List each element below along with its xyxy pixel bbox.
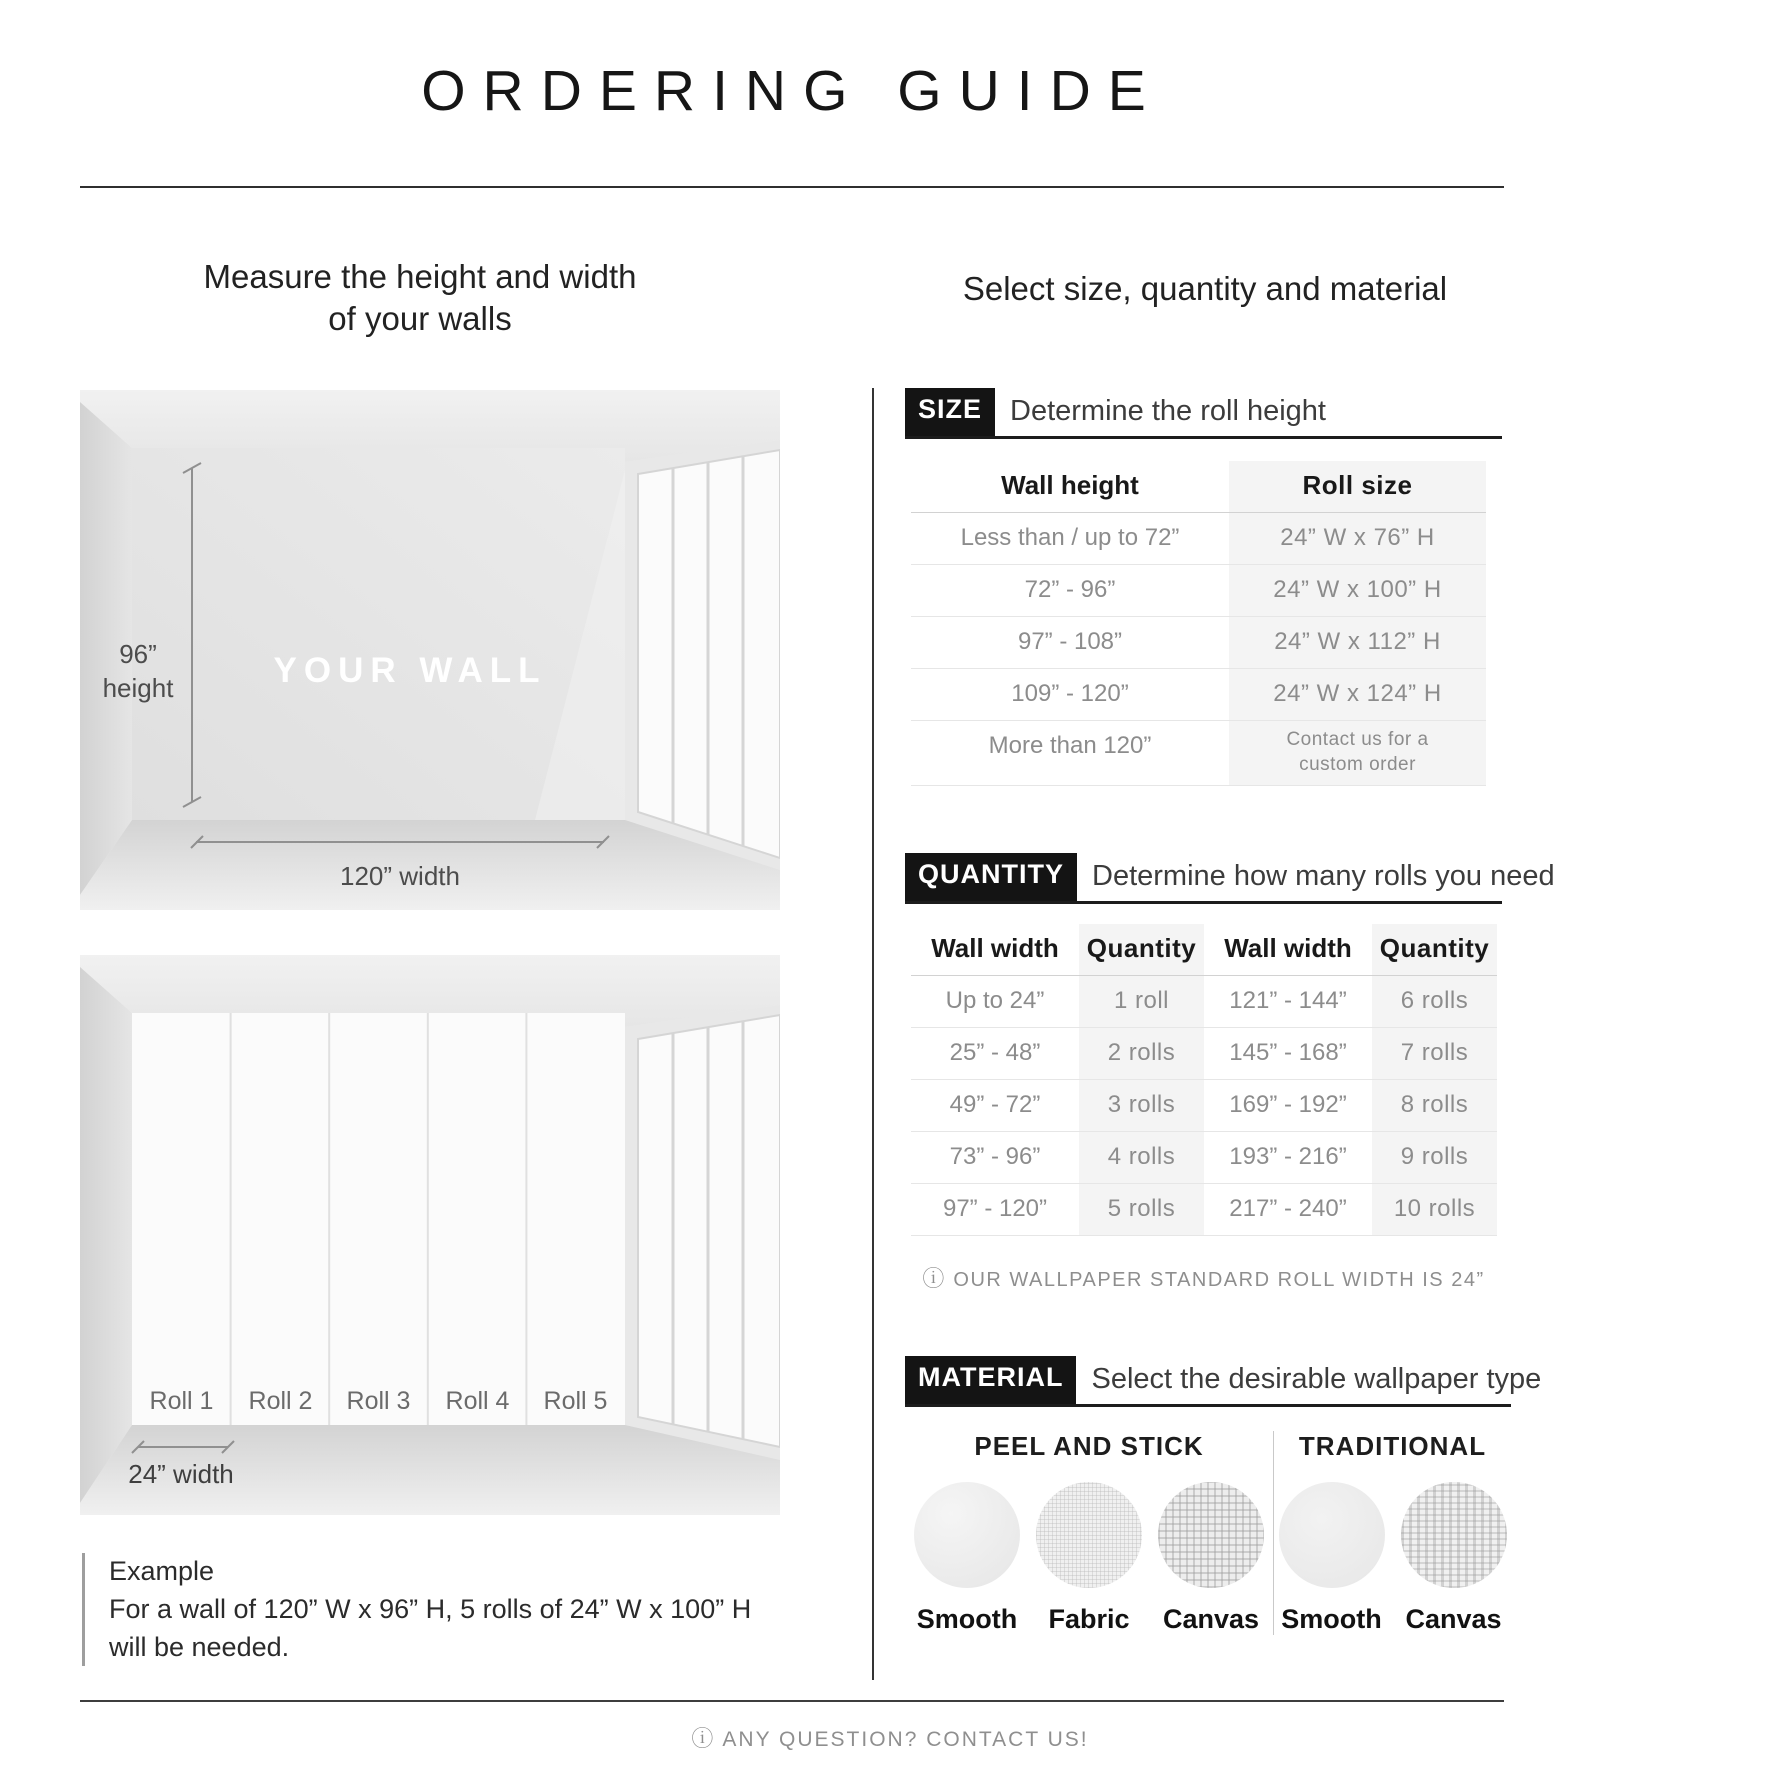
measure-heading-line2: of your walls bbox=[328, 300, 512, 338]
qty-wall-cell: 217” - 240” bbox=[1204, 1183, 1372, 1236]
swatch-canvas-traditional bbox=[1400, 1482, 1508, 1635]
size-roll-cell: 24” W x 76” H bbox=[1229, 513, 1486, 564]
material-section bbox=[905, 1356, 1542, 1635]
wall-height-dimension-label bbox=[86, 638, 190, 706]
swatch-canvas bbox=[1157, 1482, 1265, 1635]
qty-header-quantity-b: Quantity bbox=[1372, 924, 1497, 976]
qty-cell: 6 rolls bbox=[1372, 976, 1497, 1027]
measure-heading bbox=[80, 256, 760, 340]
size-roll-cell-custom-order: Contact us for a custom order bbox=[1229, 720, 1486, 786]
canvas-texture-icon bbox=[1401, 1482, 1507, 1588]
swatch-label: Canvas bbox=[1405, 1604, 1502, 1634]
peel-and-stick-group bbox=[905, 1431, 1273, 1635]
column-divider bbox=[872, 388, 874, 1680]
quantity-badge: QUANTITY bbox=[905, 853, 1077, 901]
roll-width-note-text: OUR WALLPAPER STANDARD ROLL WIDTH IS 24” bbox=[953, 1269, 1485, 1291]
traditional-swatches bbox=[1274, 1482, 1511, 1635]
smooth-texture-icon bbox=[914, 1482, 1020, 1588]
room-drawing-2 bbox=[80, 955, 780, 1515]
your-wall-label: YOUR WALL bbox=[273, 651, 547, 690]
footer-contact-note bbox=[0, 1722, 1780, 1753]
size-roll-cell: 24” W x 124” H bbox=[1229, 668, 1486, 720]
roll-width-dimension-label: 24” width bbox=[128, 1459, 234, 1489]
qty-wall-cell: Up to 24” bbox=[945, 987, 1045, 1014]
select-heading: Select size, quantity and material bbox=[962, 270, 1448, 307]
roll-2-label: Roll 2 bbox=[248, 1387, 313, 1415]
qty-cell: 9 rolls bbox=[1372, 1131, 1497, 1183]
info-icon: ⓘ bbox=[922, 1266, 945, 1291]
swatch-label: Smooth bbox=[916, 1604, 1018, 1634]
peel-and-stick-heading: PEEL AND STICK bbox=[974, 1431, 1204, 1461]
qty-wall-cell: 121” - 144” bbox=[1229, 987, 1347, 1014]
qty-header-wall-width-b: Wall width bbox=[1204, 924, 1372, 976]
footer-contact-text: ANY QUESTION? CONTACT US! bbox=[722, 1728, 1089, 1751]
swatch-fabric bbox=[1035, 1482, 1143, 1635]
canvas-texture-icon bbox=[1158, 1482, 1264, 1588]
size-wall-cell: More than 120” bbox=[911, 720, 1229, 786]
size-section-header bbox=[905, 388, 1502, 439]
qty-wall-cell: 73” - 96” bbox=[911, 1131, 1079, 1183]
measure-heading-line1: Measure the height and width bbox=[203, 258, 637, 295]
footer-divider bbox=[80, 1700, 1504, 1702]
size-roll-cell: 24” W x 100” H bbox=[1229, 564, 1486, 616]
qty-wall-cell: 193” - 216” bbox=[1204, 1131, 1372, 1183]
title-divider bbox=[80, 186, 1504, 188]
size-section bbox=[905, 388, 1502, 786]
quantity-section-header bbox=[905, 853, 1555, 904]
wall-height-word: height bbox=[102, 672, 174, 703]
quantity-section-title: Determine how many rolls you need bbox=[1092, 860, 1555, 892]
qty-cell: 3 rolls bbox=[1079, 1079, 1204, 1131]
size-table bbox=[911, 461, 1502, 786]
qty-cell: 8 rolls bbox=[1372, 1079, 1497, 1131]
qty-header-wall-width-a: Wall width bbox=[911, 924, 1079, 976]
peel-and-stick-swatches bbox=[905, 1482, 1273, 1635]
size-section-title: Determine the roll height bbox=[1010, 395, 1326, 427]
qty-wall-cell: 49” - 72” bbox=[911, 1079, 1079, 1131]
traditional-heading: TRADITIONAL bbox=[1298, 1431, 1487, 1461]
qty-cell: 1 roll bbox=[1079, 976, 1204, 1027]
swatch-label: Canvas bbox=[1162, 1604, 1260, 1634]
qty-cell: 2 rolls bbox=[1079, 1027, 1204, 1079]
size-roll-cell: 24” W x 112” H bbox=[1229, 616, 1486, 668]
material-section-header bbox=[905, 1356, 1542, 1407]
roll-1-label: Roll 1 bbox=[149, 1387, 214, 1415]
qty-header-quantity-a: Quantity bbox=[1079, 924, 1204, 976]
info-icon: ⓘ bbox=[691, 1726, 714, 1751]
example-block bbox=[82, 1553, 769, 1666]
fabric-texture-icon bbox=[1036, 1482, 1142, 1588]
swatch-smooth bbox=[913, 1482, 1021, 1635]
room-illustration-measured-wall bbox=[80, 390, 780, 910]
example-line2: will be needed. bbox=[109, 1631, 290, 1662]
qty-cell: 10 rolls bbox=[1372, 1183, 1497, 1236]
example-title: Example bbox=[109, 1556, 215, 1586]
roll-5-label: Roll 5 bbox=[543, 1387, 608, 1415]
roll-width-note bbox=[905, 1262, 1502, 1293]
qty-wall-cell: 169” - 192” bbox=[1204, 1079, 1372, 1131]
qty-wall-cell: 145” - 168” bbox=[1204, 1027, 1372, 1079]
material-badge: MATERIAL bbox=[905, 1356, 1076, 1404]
quantity-section bbox=[905, 853, 1555, 1293]
wall-height-value: 96” bbox=[119, 639, 157, 669]
qty-cell: 7 rolls bbox=[1372, 1027, 1497, 1079]
material-section-title: Select the desirable wallpaper type bbox=[1091, 1363, 1542, 1395]
quantity-table bbox=[911, 924, 1502, 1236]
qty-wall-cell: 97” - 120” bbox=[911, 1183, 1079, 1236]
page-title: ORDERING GUIDE bbox=[421, 59, 1163, 123]
qty-wall-cell: 25” - 48” bbox=[911, 1027, 1079, 1079]
swatch-label: Smooth bbox=[1281, 1604, 1382, 1634]
room-illustration-rolls bbox=[80, 955, 780, 1515]
roll-3-label: Roll 3 bbox=[346, 1387, 411, 1415]
traditional-group bbox=[1274, 1431, 1511, 1635]
qty-cell: 5 rolls bbox=[1079, 1183, 1204, 1236]
smooth-texture-icon bbox=[1279, 1482, 1385, 1588]
size-wall-cell: 97” - 108” bbox=[911, 616, 1229, 668]
swatch-smooth-traditional bbox=[1278, 1482, 1386, 1635]
wall-width-dimension-label: 120” width bbox=[340, 861, 460, 891]
size-badge: SIZE bbox=[905, 388, 995, 436]
size-wall-cell: Less than / up to 72” bbox=[960, 524, 1180, 551]
material-groups bbox=[905, 1431, 1511, 1635]
swatch-label: Fabric bbox=[1048, 1604, 1130, 1634]
example-line1: For a wall of 120” W x 96” H, 5 rolls of 24” W x 100” H bbox=[109, 1593, 752, 1624]
roll-4-label: Roll 4 bbox=[445, 1387, 510, 1415]
qty-cell: 4 rolls bbox=[1079, 1131, 1204, 1183]
size-wall-cell: 72” - 96” bbox=[911, 564, 1229, 616]
size-wall-cell: 109” - 120” bbox=[911, 668, 1229, 720]
size-header-roll-size: Roll size bbox=[1229, 461, 1486, 513]
size-header-wall-height: Wall height bbox=[911, 461, 1229, 513]
